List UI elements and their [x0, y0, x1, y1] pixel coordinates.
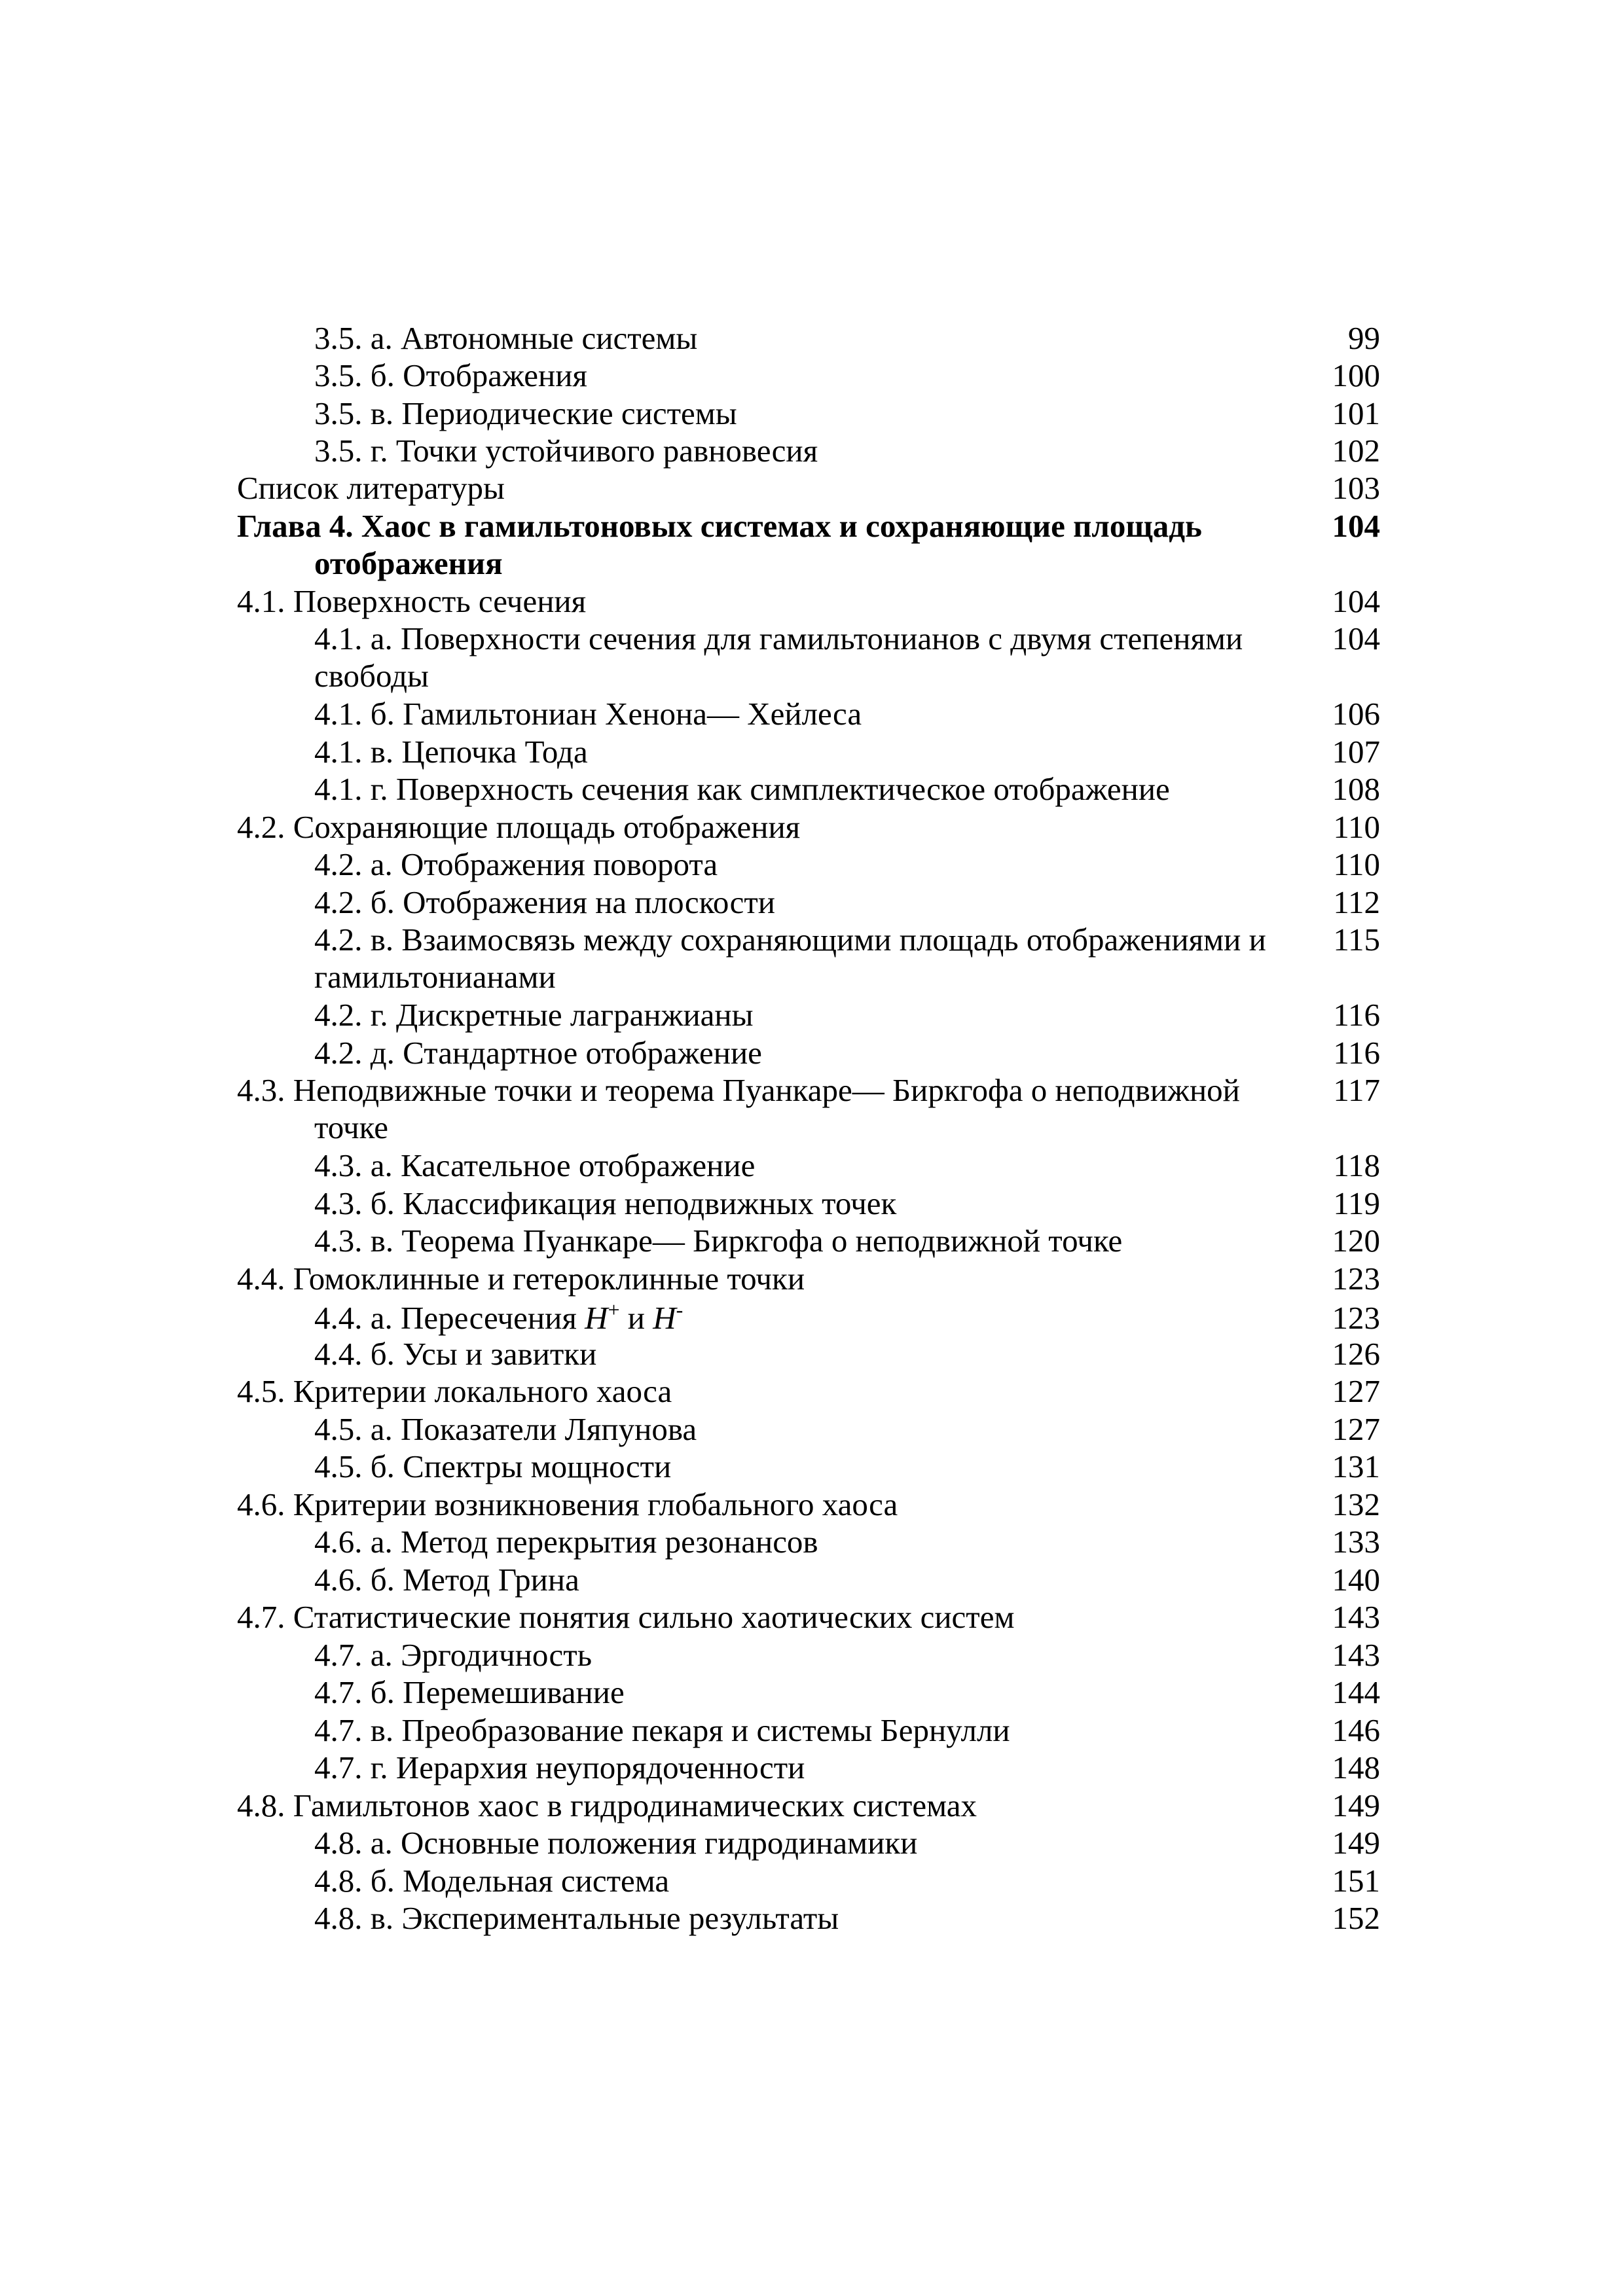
toc-page-number: 103: [1332, 470, 1380, 506]
toc-entry: [0, 319, 1623, 357]
toc-entry: [0, 1598, 1623, 1636]
toc-page-number: 144: [1332, 1674, 1380, 1710]
toc-entry-title: 4.2. а. Отображения поворота: [314, 846, 718, 882]
toc-entry-title: Глава 4. Хаос в гамильтоновых системах и сохраняющие площадь: [237, 508, 1202, 544]
toc-page-number: 108: [1332, 771, 1380, 807]
toc-entry: [0, 357, 1623, 394]
toc-entry: [0, 884, 1623, 921]
toc-entry-title: [314, 1299, 683, 1336]
toc-entry: [0, 808, 1623, 846]
toc-entry: [0, 583, 1623, 620]
toc-page-number: 120: [1332, 1223, 1380, 1259]
toc-entry-title: 4.3. в. Теорема Пуанкаре— Биркгофа о неподвижной точке: [314, 1223, 1123, 1259]
toc-entry-title: 4.2. Сохраняющие площадь отображения: [237, 809, 801, 845]
toc-page-number: 119: [1333, 1185, 1380, 1221]
toc-entry: [0, 1185, 1623, 1222]
toc-entry: [0, 1222, 1623, 1259]
toc-page-number: 126: [1332, 1336, 1380, 1372]
toc-page-number: 118: [1333, 1147, 1380, 1183]
toc-entry: [0, 395, 1623, 432]
toc-entry-title: 4.5. Критерии локального хаоса: [237, 1373, 672, 1409]
toc-entry: [0, 1034, 1623, 1071]
toc-entry: [0, 1299, 1623, 1336]
toc-entry-title: 4.4. Гомоклинные и гетероклинные точки: [237, 1261, 805, 1297]
toc-entry-title: 4.1. в. Цепочка Тода: [314, 734, 588, 770]
toc-page-number: 127: [1332, 1411, 1380, 1447]
toc-entry-title-continued: свободы: [314, 658, 429, 694]
toc-entry: [0, 1071, 1623, 1146]
toc-entry-title: 4.6. б. Метод Грина: [314, 1562, 579, 1598]
toc-page-number: 151: [1332, 1863, 1380, 1899]
toc-page-number: 106: [1332, 696, 1380, 732]
toc-entry-title: 4.8. в. Экспериментальные результаты: [314, 1900, 839, 1936]
manifold-symbol: H: [653, 1300, 676, 1336]
toc-entry: [0, 620, 1623, 694]
toc-entry-title: 4.2. г. Дискретные лагранжианы: [314, 997, 754, 1033]
toc-entry-title: 4.1. г. Поверхность сечения как симплектическое отображение: [314, 771, 1170, 807]
toc-entry-title: 4.2. в. Взаимосвязь между сохраняющими площадь отображениями и: [314, 922, 1266, 958]
toc-entry: [0, 432, 1623, 469]
toc-entry: [0, 1787, 1623, 1824]
toc-entry-title: 4.8. б. Модельная система: [314, 1863, 670, 1899]
toc-entry-title: 4.3. Неподвижные точки и теорема Пуанкаре— Биркгофа о неподвижной: [237, 1072, 1240, 1108]
toc-page-number: 143: [1332, 1637, 1380, 1673]
toc-entry: [0, 921, 1623, 996]
toc-entry-title-continued: гамильтонианами: [314, 959, 556, 995]
toc-page-number: 104: [1332, 620, 1380, 656]
manifold-symbol: H: [585, 1300, 608, 1336]
toc-page-number: 152: [1332, 1900, 1380, 1936]
toc-entry: [0, 996, 1623, 1033]
toc-entry-title: Список литературы: [237, 470, 505, 506]
toc-page-number: 146: [1332, 1712, 1380, 1748]
toc-page-number: 131: [1332, 1448, 1380, 1484]
toc-entry-title: 4.8. Гамильтонов хаос в гидродинамических системах: [237, 1787, 977, 1823]
toc-page-number: 116: [1333, 997, 1380, 1033]
toc-entry: [0, 1561, 1623, 1598]
toc-entry-title: 4.5. а. Показатели Ляпунова: [314, 1411, 697, 1447]
toc-page-number: 104: [1332, 583, 1380, 619]
title-prefix: 4.4. а. Пересечения: [314, 1300, 585, 1336]
toc-entry: [0, 1410, 1623, 1448]
toc-entry-title: 4.1. а. Поверхности сечения для гамильтонианов с двумя степенями: [314, 620, 1243, 656]
toc-page-number: 127: [1332, 1373, 1380, 1409]
toc-entry-title: 3.5. а. Автономные системы: [314, 320, 698, 356]
toc-entry-title: 4.1. б. Гамильтониан Хенона— Хейлеса: [314, 696, 862, 732]
toc-entry: [0, 1674, 1623, 1711]
toc-page-number: 149: [1332, 1787, 1380, 1823]
toc-entry: [0, 1636, 1623, 1674]
toc-page-number: 107: [1332, 734, 1380, 770]
toc-page-number: 133: [1332, 1524, 1380, 1560]
toc-page-number: 100: [1332, 357, 1380, 393]
toc-entry-title: 4.8. а. Основные положения гидродинамики: [314, 1825, 918, 1861]
toc-entry: [0, 1335, 1623, 1372]
toc-page-number: 110: [1333, 846, 1380, 882]
toc-entry: [0, 1712, 1623, 1749]
toc-page-number: 132: [1332, 1486, 1380, 1522]
toc-entry: [0, 1486, 1623, 1523]
toc-page-number: 115: [1333, 922, 1380, 958]
toc-entry: [0, 1862, 1623, 1899]
toc-entry: [0, 1749, 1623, 1786]
toc-entry-title: 4.3. а. Касательное отображение: [314, 1147, 756, 1183]
toc-entry: [0, 846, 1623, 883]
toc-entry: [0, 1523, 1623, 1560]
toc-entry-title: 4.2. д. Стандартное отображение: [314, 1035, 762, 1071]
toc-entry-title: 4.2. б. Отображения на плоскости: [314, 884, 775, 920]
toc-entry: [0, 1372, 1623, 1410]
toc-entry-title: 4.3. б. Классификация неподвижных точек: [314, 1185, 897, 1221]
toc-entry: [0, 1899, 1623, 1937]
toc-page-number: 123: [1332, 1261, 1380, 1297]
toc-entry-title: 4.7. Статистические понятия сильно хаотических систем: [237, 1599, 1015, 1635]
toc-entry-title: 4.7. в. Преобразование пекаря и системы Бернулли: [314, 1712, 1010, 1748]
toc-page-number: 140: [1332, 1562, 1380, 1598]
toc-page-number: 110: [1333, 809, 1380, 845]
toc-page-number: 116: [1333, 1035, 1380, 1071]
toc-entry-title: 3.5. б. Отображения: [314, 357, 587, 393]
toc-entry: [0, 1824, 1623, 1861]
toc-page-number: 102: [1332, 433, 1380, 469]
toc-entry: [0, 1260, 1623, 1297]
toc-page-number: 99: [1348, 320, 1380, 356]
toc-entry-title-continued: отображения: [314, 545, 503, 581]
superscript-minus: -: [676, 1298, 684, 1321]
toc-entry: [0, 733, 1623, 770]
toc-entry-title-continued: точке: [314, 1109, 388, 1145]
toc-entry-title: 4.4. б. Усы и завитки: [314, 1336, 597, 1372]
toc-entry-title: 4.7. а. Эргодичность: [314, 1637, 593, 1673]
toc-page-number: 112: [1333, 884, 1380, 920]
toc-entry: [0, 469, 1623, 507]
toc-entry: [0, 770, 1623, 808]
toc-entry-title: 4.6. а. Метод перекрытия резонансов: [314, 1524, 818, 1560]
superscript-plus: +: [608, 1298, 620, 1321]
toc-entry-title: 4.5. б. Спектры мощности: [314, 1448, 672, 1484]
toc-entry-title: 4.1. Поверхность сечения: [237, 583, 587, 619]
toc-page-number: 149: [1332, 1825, 1380, 1861]
toc-entry-title: 4.7. г. Иерархия неупорядоченности: [314, 1749, 805, 1785]
toc-entry: [0, 1147, 1623, 1184]
toc-entry-title: 4.7. б. Перемешивание: [314, 1674, 625, 1710]
toc-entry-title: 3.5. в. Периодические системы: [314, 395, 737, 431]
toc-entry-title: 4.6. Критерии возникновения глобального хаоса: [237, 1486, 898, 1522]
toc-page-number: 104: [1332, 508, 1380, 544]
toc-page-number: 101: [1332, 395, 1380, 431]
toc-entry: [0, 1448, 1623, 1485]
toc-page-number: 117: [1333, 1072, 1380, 1108]
toc-page-number: 148: [1332, 1749, 1380, 1785]
toc-entry: [0, 695, 1623, 732]
toc-entry: [0, 507, 1623, 582]
toc-page-number: 123: [1332, 1300, 1380, 1336]
toc-page-number: 143: [1332, 1599, 1380, 1635]
title-conjunction: и: [619, 1300, 653, 1336]
toc-entry-title: 3.5. г. Точки устойчивого равновесия: [314, 433, 818, 469]
